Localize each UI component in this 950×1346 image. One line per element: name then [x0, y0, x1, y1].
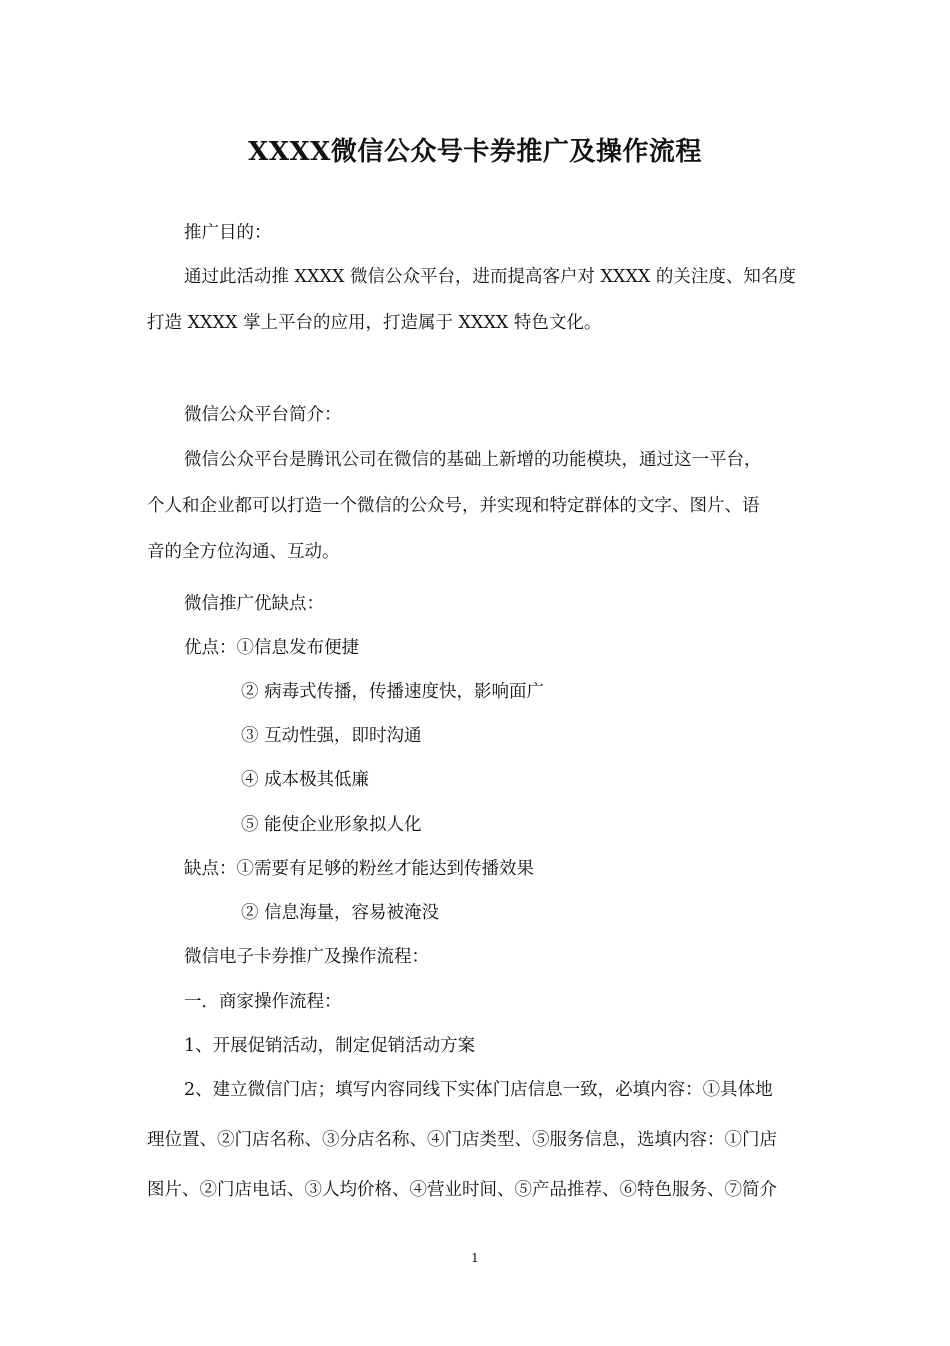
cons-item-2: ② 信息海量，容易被淹没 [241, 903, 440, 923]
intro-heading: 微信公众平台简介： [184, 405, 342, 425]
purpose-paragraph [147, 262, 807, 338]
section-1-heading: 一．商家操作流程： [184, 992, 342, 1012]
pros-item-3: ③ 互动性强，即时沟通 [241, 726, 422, 746]
step-2-paragraph [147, 1075, 807, 1205]
intro-line-3: 音的全方位沟通、互动。 [147, 542, 340, 562]
intro-line-1: 微信公众平台是腾讯公司在微信的基础上新增的功能模块，通过这一平台， [184, 450, 762, 470]
step-1: 1、开展促销活动，制定促销活动方案 [184, 1036, 476, 1056]
purpose-heading: 推广目的： [184, 223, 272, 243]
pros-cons-heading: 微信推广优缺点： [184, 594, 324, 614]
pros-item-4: ④ 成本极其低廉 [241, 770, 370, 790]
pros-item-1: 优点：①信息发布便捷 [184, 638, 359, 658]
process-heading: 微信电子卡券推广及操作流程： [184, 947, 429, 967]
step-2-line-2: 理位置、②门店名称、③分店名称、④门店类型、⑤服务信息，选填内容：①门店 [147, 1130, 777, 1150]
page-number: 1 [471, 1251, 479, 1265]
document-title: XXXX微信公众号卡券推广及操作流程 [248, 137, 702, 167]
cons-item-1: 缺点：①需要有足够的粉丝才能达到传播效果 [184, 859, 534, 879]
pros-item-2: ② 病毒式传播，传播速度快，影响面广 [241, 682, 545, 702]
pros-item-5: ⑤ 能使企业形象拟人化 [241, 815, 422, 835]
step-2-line-1: 2、建立微信门店；填写内容同线下实体门店信息一致，必填内容：①具体地 [184, 1080, 773, 1100]
purpose-line-2: 打造 XXXX 掌上平台的应用，打造属于 XXXX 特色文化。 [147, 313, 602, 333]
intro-line-2: 个人和企业都可以打造一个微信的公众号，并实现和特定群体的文字、图片、语 [147, 496, 760, 516]
intro-paragraph [147, 445, 807, 567]
purpose-line-1: 通过此活动推 XXXX 微信公众平台，进而提高客户对 XXXX 的关注度、知名度 [184, 267, 796, 287]
step-2-line-3: 图片、②门店电话、③人均价格、④营业时间、⑤产品推荐、⑥特色服务、⑦简介 [147, 1180, 777, 1200]
